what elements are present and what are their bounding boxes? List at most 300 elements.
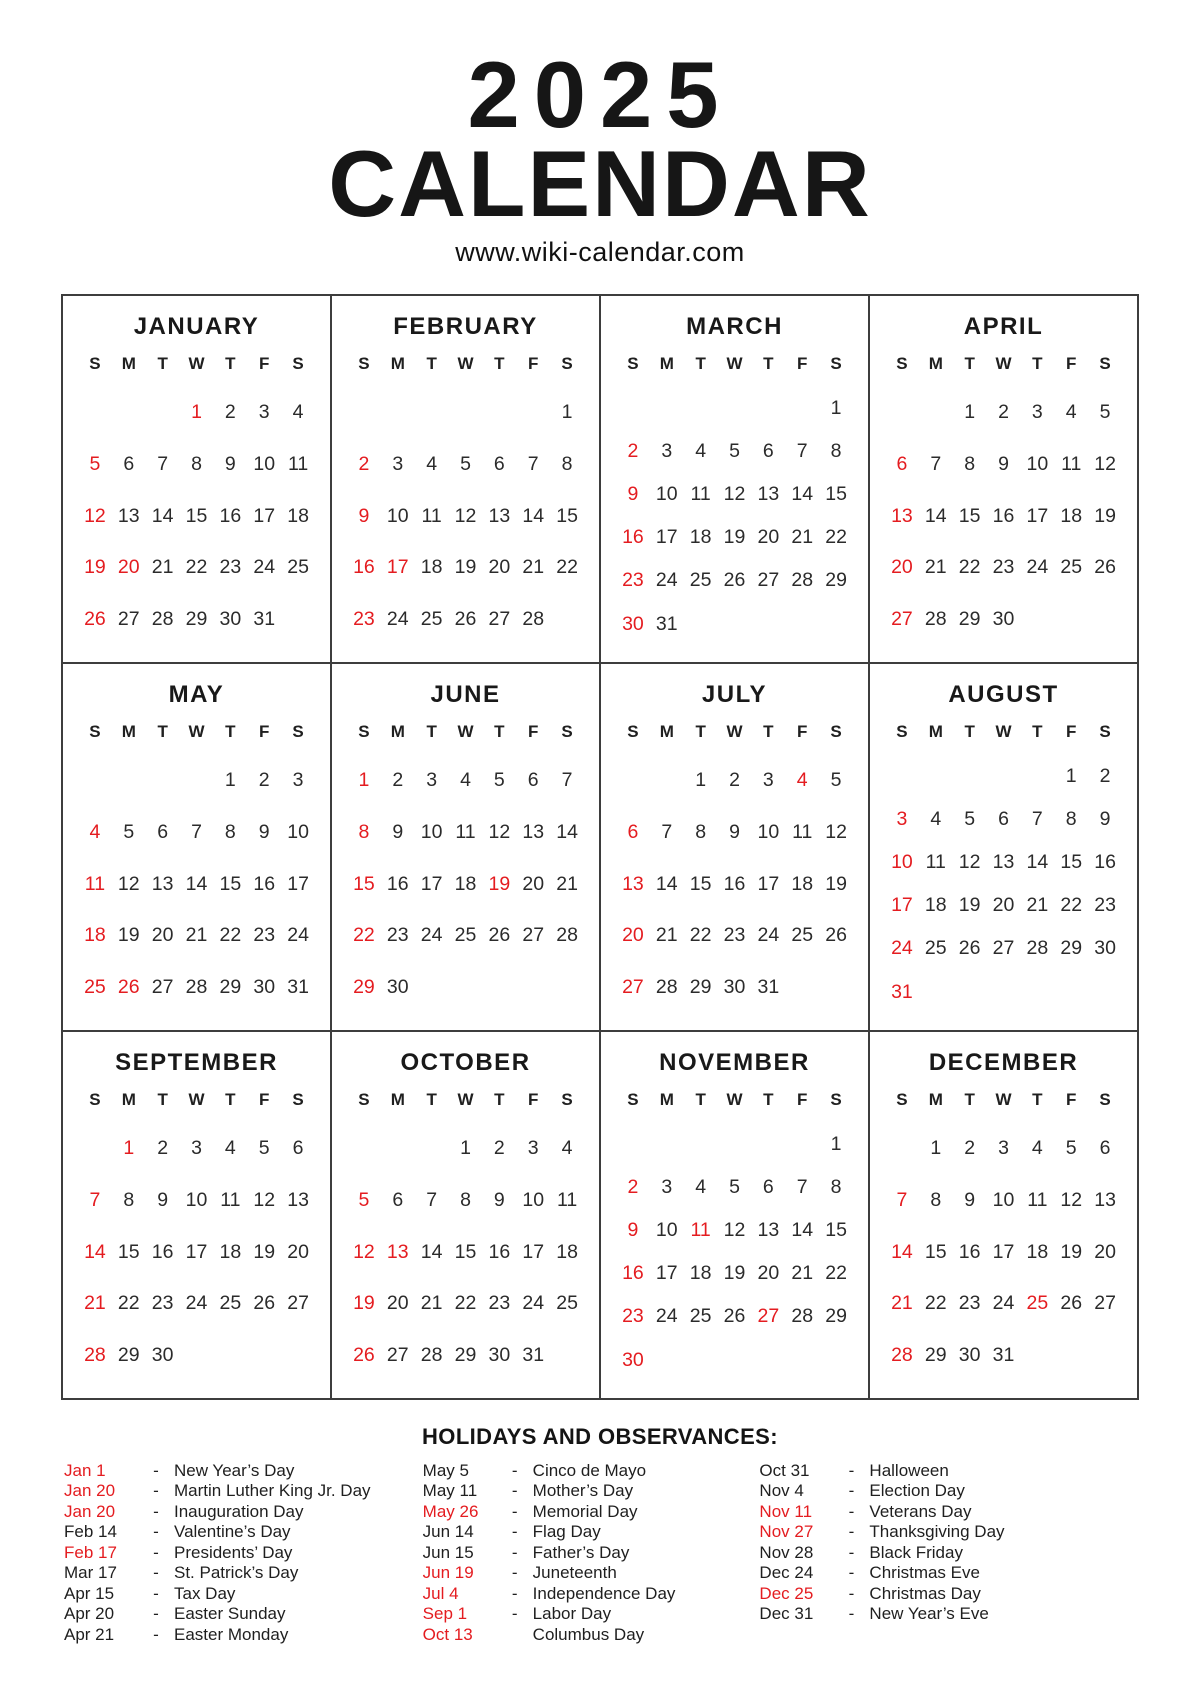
day-cell [1088, 1330, 1122, 1382]
day-cell: 16 [151, 1240, 174, 1263]
day-cell: 25 [791, 924, 814, 947]
day-cell: 11 [556, 1188, 578, 1211]
day-cell: 6 [392, 1188, 404, 1211]
holiday-date: Jan 20 [64, 1501, 116, 1521]
day-cell: 6 [1099, 1136, 1111, 1159]
day-cell [78, 1123, 112, 1175]
day-cell: 12 [723, 1219, 746, 1241]
day-cell: 27 [757, 1305, 780, 1328]
day-cell: 10 [757, 820, 780, 843]
day-cell: 3 [661, 439, 673, 462]
weekday-header: T [695, 721, 706, 741]
day-cell: 1 [123, 1136, 135, 1159]
day-cell: 1 [460, 1136, 471, 1159]
day-cell: 6 [762, 1175, 774, 1198]
day-cell: 19 [723, 526, 746, 549]
day-cell: 17 [757, 872, 780, 895]
day-cell: 17 [992, 1240, 1015, 1263]
day-cell: 14 [185, 872, 208, 895]
day-cell [785, 602, 819, 645]
holiday-date: Dec 25 [759, 1583, 814, 1603]
day-cell: 19 [958, 894, 981, 917]
weekday-header: M [928, 1089, 943, 1109]
weekday-header: T [494, 1089, 505, 1109]
day-cell: 3 [762, 768, 774, 791]
day-cell: 19 [253, 1240, 276, 1263]
holiday-item [759, 1502, 1140, 1523]
month-title: DECEMBER [928, 1048, 1079, 1076]
holiday-name: New Year’s Day [174, 1460, 295, 1480]
day-cell: 30 [622, 1348, 644, 1371]
weekday-header: S [561, 1089, 573, 1109]
day-cell: 20 [992, 894, 1015, 917]
weekday-header: T [763, 1089, 774, 1109]
day-cell: 19 [723, 1262, 746, 1285]
day-cell: 13 [622, 872, 644, 895]
day-cell [1020, 1330, 1054, 1382]
month-title: OCTOBER [400, 1048, 531, 1076]
day-cell: 21 [791, 526, 814, 549]
day-cell: 13 [992, 851, 1015, 873]
day-cell: 29 [117, 1344, 140, 1367]
weekday-header: T [964, 353, 975, 373]
day-cell: 2 [1099, 764, 1111, 787]
day-cell: 28 [151, 608, 174, 631]
day-cell: 6 [493, 452, 505, 475]
month-july [601, 664, 868, 1030]
day-cell: 18 [420, 556, 443, 579]
holiday-dash: - [153, 1583, 159, 1603]
day-cell: 3 [258, 400, 270, 423]
holiday-date: Jun 15 [422, 1542, 474, 1562]
holiday-name: Valentine’s Day [174, 1522, 291, 1542]
day-cell [281, 594, 315, 646]
day-cell: 13 [522, 820, 545, 843]
day-cell: 7 [1031, 807, 1043, 830]
day-cell: 17 [386, 556, 409, 579]
day-cell [616, 1123, 650, 1166]
day-cell: 17 [655, 526, 678, 549]
day-cell [1020, 755, 1054, 798]
holiday-name: Labor Day [532, 1604, 612, 1624]
day-cell: 26 [1060, 1292, 1083, 1315]
holiday-dash: - [511, 1604, 518, 1624]
weekday-header: F [797, 721, 808, 741]
holiday-item [759, 1563, 1140, 1584]
weekday-header: M [121, 721, 136, 741]
holiday-dash: - [848, 1460, 855, 1480]
day-cell: 28 [84, 1344, 106, 1367]
day-cell: 27 [622, 976, 644, 999]
day-cell: 5 [964, 807, 976, 830]
day-cell [650, 387, 684, 430]
day-cell: 20 [522, 872, 545, 895]
day-cell: 11 [455, 820, 476, 843]
day-cell: 17 [891, 894, 913, 917]
day-cell: 31 [287, 976, 309, 999]
day-cell: 3 [292, 768, 304, 791]
holiday-item [759, 1481, 1140, 1502]
day-cell: 9 [392, 820, 404, 843]
day-cell: 24 [522, 1292, 545, 1315]
day-cell: 1 [830, 396, 842, 419]
weekday-header: S [358, 1089, 370, 1109]
day-cell: 25 [454, 924, 477, 947]
day-cell: 26 [723, 1305, 746, 1328]
day-cell [919, 755, 953, 798]
day-cell [650, 1338, 684, 1381]
day-cell: 28 [891, 1344, 913, 1367]
day-cell [482, 962, 516, 1014]
holiday-date: Feb 17 [64, 1542, 117, 1562]
day-cell [550, 962, 584, 1014]
day-cell: 31 [253, 608, 276, 631]
weekday-header: S [89, 353, 101, 373]
holiday-date: Apr 15 [64, 1583, 115, 1603]
day-cell: 3 [392, 452, 404, 475]
day-cell: 1 [695, 768, 707, 791]
holiday-dash: - [848, 1604, 855, 1624]
day-cell: 11 [84, 872, 106, 895]
day-cell: 4 [930, 807, 942, 830]
holiday-name: Christmas Day [869, 1583, 981, 1603]
holiday-item [423, 1563, 760, 1584]
day-cell: 11 [690, 483, 711, 505]
day-cell: 3 [426, 768, 438, 791]
day-cell: 8 [830, 1175, 842, 1198]
day-cell: 5 [258, 1136, 270, 1159]
weekday-header: S [561, 353, 573, 373]
holiday-date: May 26 [422, 1501, 479, 1521]
day-cell: 2 [729, 768, 740, 791]
weekday-header: F [259, 353, 270, 373]
day-cell: 21 [151, 556, 174, 579]
holiday-name: Election Day [869, 1481, 965, 1501]
day-cell: 22 [219, 924, 242, 947]
day-cell: 3 [1031, 400, 1043, 423]
day-cell [516, 387, 550, 439]
day-cell [381, 387, 415, 439]
weekday-header: W [457, 353, 474, 373]
day-cell: 27 [488, 608, 511, 631]
weekday-header: S [358, 721, 370, 741]
day-cell: 5 [123, 820, 135, 843]
day-cell: 24 [992, 1292, 1015, 1315]
day-cell: 29 [454, 1344, 477, 1367]
weekday-header: S [292, 721, 304, 741]
day-cell: 31 [522, 1344, 545, 1367]
day-cell: 13 [287, 1188, 309, 1211]
day-cell: 20 [151, 924, 174, 947]
day-cell [1088, 594, 1122, 646]
day-cell [718, 387, 752, 430]
holiday-name: Father’s Day [532, 1542, 630, 1562]
holiday-dash: - [511, 1501, 518, 1521]
weekday-header: F [259, 721, 270, 741]
weekday-header: T [157, 721, 168, 741]
day-cell: 4 [1031, 1136, 1043, 1159]
weekday-header: T [157, 353, 168, 373]
day-cell [381, 1123, 415, 1175]
holiday-date: Apr 20 [64, 1604, 115, 1624]
holiday-item [759, 1522, 1140, 1543]
month-november [601, 1032, 868, 1398]
day-cell: 21 [84, 1292, 106, 1315]
day-cell: 14 [1026, 851, 1049, 873]
day-cell: 18 [791, 872, 814, 895]
day-cell: 4 [561, 1136, 573, 1159]
day-cell: 8 [830, 439, 842, 462]
day-cell: 20 [622, 924, 644, 947]
month-title: NOVEMBER [659, 1048, 810, 1076]
day-cell: 19 [117, 924, 140, 947]
weekday-header: F [1066, 721, 1077, 741]
day-cell: 22 [689, 924, 712, 947]
day-cell: 4 [460, 768, 471, 791]
day-cell: 11 [1061, 452, 1082, 475]
holiday-item [759, 1584, 1140, 1605]
day-cell: 20 [757, 1262, 780, 1285]
holiday-item [423, 1625, 760, 1646]
holiday-dash: - [153, 1624, 159, 1644]
day-cell: 15 [825, 483, 847, 505]
day-cell: 1 [358, 768, 370, 791]
day-cell: 16 [622, 1262, 644, 1285]
day-cell: 29 [689, 976, 712, 999]
weekday-header: M [659, 353, 674, 373]
weekday-header: T [225, 721, 236, 741]
day-cell: 22 [556, 556, 578, 579]
day-cell: 18 [1026, 1240, 1049, 1263]
month-table [63, 341, 330, 662]
day-cell: 31 [891, 980, 913, 1003]
day-cell: 22 [117, 1292, 140, 1315]
day-cell [112, 755, 146, 807]
day-cell: 18 [454, 872, 477, 895]
day-cell: 30 [992, 608, 1015, 631]
holiday-name: Veterans Day [869, 1501, 972, 1521]
day-cell: 18 [689, 526, 712, 549]
holiday-dash: - [153, 1563, 159, 1583]
holiday-item [423, 1461, 760, 1482]
day-cell: 28 [420, 1344, 443, 1367]
holiday-item [64, 1584, 423, 1605]
month-title: MAY [168, 680, 225, 708]
month-table [601, 1077, 868, 1398]
holiday-dash: - [511, 1542, 518, 1562]
day-cell: 15 [454, 1240, 477, 1263]
weekday-header: F [259, 1089, 270, 1109]
month-march [601, 296, 868, 662]
day-cell: 25 [1026, 1292, 1049, 1315]
day-cell: 10 [287, 820, 309, 843]
day-cell [449, 962, 483, 1014]
weekday-header: W [188, 353, 205, 373]
day-cell: 24 [655, 569, 678, 592]
day-cell: 7 [157, 452, 169, 475]
day-cell: 25 [924, 937, 947, 960]
day-cell [616, 755, 650, 807]
day-cell: 25 [287, 556, 309, 579]
day-cell: 18 [924, 894, 947, 917]
day-cell [718, 1338, 752, 1381]
day-cell: 23 [253, 924, 276, 947]
day-cell: 21 [791, 1262, 814, 1285]
day-cell: 10 [522, 1188, 545, 1211]
day-cell: 1 [1065, 764, 1077, 787]
weekday-header: S [830, 353, 842, 373]
day-cell: 10 [992, 1188, 1015, 1211]
holiday-item [64, 1522, 423, 1543]
day-cell: 15 [825, 1219, 847, 1241]
weekday-header: T [695, 1089, 706, 1109]
day-cell: 15 [219, 872, 242, 895]
day-cell: 13 [757, 483, 780, 505]
site-url: www.wiki-calendar.com [455, 236, 745, 267]
day-cell [819, 962, 853, 1014]
day-cell: 4 [1065, 400, 1077, 423]
holiday-item [759, 1461, 1140, 1482]
day-cell: 26 [253, 1292, 276, 1315]
day-cell: 29 [1060, 937, 1083, 960]
day-cell [78, 755, 112, 807]
holiday-dash: - [511, 1583, 518, 1603]
day-cell: 20 [287, 1240, 309, 1263]
holiday-date: Jan 20 [64, 1481, 116, 1501]
day-cell: 29 [958, 608, 981, 631]
day-cell: 18 [287, 504, 309, 527]
day-cell: 14 [891, 1240, 913, 1263]
day-cell: 21 [185, 924, 208, 947]
day-cell: 6 [292, 1136, 304, 1159]
day-cell: 2 [358, 452, 370, 475]
day-cell: 26 [1094, 556, 1116, 579]
holiday-dash: - [848, 1542, 855, 1562]
day-cell: 3 [661, 1175, 673, 1198]
day-cell: 19 [1094, 504, 1116, 527]
day-cell [785, 962, 819, 1014]
day-cell [616, 387, 650, 430]
holiday-dash: - [511, 1563, 518, 1583]
holiday-item [423, 1481, 760, 1502]
day-cell: 30 [488, 1344, 511, 1367]
month-title: APRIL [963, 312, 1044, 340]
day-cell: 27 [992, 937, 1015, 960]
day-cell: 7 [896, 1188, 908, 1211]
weekday-header: W [995, 721, 1012, 741]
weekday-header: W [726, 721, 743, 741]
day-cell: 17 [185, 1240, 208, 1263]
holiday-date: Oct 13 [422, 1624, 473, 1644]
day-cell: 22 [454, 1292, 477, 1315]
day-cell: 7 [426, 1188, 438, 1211]
day-cell: 14 [522, 504, 545, 527]
day-cell: 26 [723, 569, 746, 592]
day-cell [146, 387, 180, 439]
holiday-dash: - [848, 1583, 855, 1603]
month-december [870, 1032, 1137, 1398]
day-cell: 4 [796, 768, 808, 791]
day-cell [785, 1338, 819, 1381]
day-cell: 24 [757, 924, 780, 947]
day-cell [751, 602, 785, 645]
day-cell: 23 [386, 924, 409, 947]
holiday-name: Christmas Eve [869, 1563, 980, 1583]
holiday-date: Dec 31 [759, 1604, 814, 1624]
day-cell: 18 [84, 924, 106, 947]
day-cell: 21 [891, 1292, 913, 1315]
day-cell: 22 [185, 556, 208, 579]
day-cell: 29 [825, 569, 847, 592]
weekday-header: M [659, 1089, 674, 1109]
weekday-header: M [390, 353, 405, 373]
day-cell: 25 [689, 1305, 712, 1328]
day-cell: 26 [117, 976, 140, 999]
day-cell: 16 [253, 872, 276, 895]
day-cell: 8 [561, 452, 573, 475]
day-cell [415, 387, 449, 439]
day-cell: 27 [757, 569, 780, 592]
holiday-item [423, 1502, 760, 1523]
month-title: AUGUST [948, 680, 1059, 708]
day-cell: 6 [627, 820, 639, 843]
day-cell: 3 [191, 1136, 202, 1159]
day-cell: 19 [84, 556, 106, 579]
day-cell: 23 [1094, 894, 1116, 917]
day-cell: 6 [527, 768, 539, 791]
holiday-item [423, 1543, 760, 1564]
day-cell: 17 [522, 1240, 545, 1263]
day-cell: 29 [825, 1305, 847, 1328]
day-cell: 12 [353, 1240, 375, 1263]
weekday-header: T [964, 721, 975, 741]
holiday-item [759, 1543, 1140, 1564]
holiday-name: Juneteenth [532, 1563, 617, 1583]
weekday-header: S [89, 721, 101, 741]
day-cell: 6 [762, 439, 774, 462]
day-cell: 18 [689, 1262, 712, 1285]
day-cell: 1 [930, 1136, 942, 1159]
month-table [63, 709, 330, 1030]
day-cell: 9 [157, 1188, 169, 1211]
day-cell: 10 [655, 483, 678, 505]
day-cell: 5 [729, 1175, 740, 1198]
day-cell: 21 [655, 924, 678, 947]
day-cell: 25 [420, 608, 443, 631]
day-cell: 28 [522, 608, 545, 631]
month-table [870, 709, 1137, 1030]
day-cell: 20 [386, 1292, 409, 1315]
day-cell: 22 [825, 526, 847, 549]
weekday-header: W [995, 1089, 1012, 1109]
day-cell: 15 [1060, 851, 1083, 873]
day-cell [449, 387, 483, 439]
holiday-date: Dec 24 [759, 1563, 814, 1583]
day-cell: 13 [386, 1240, 409, 1263]
day-cell: 26 [958, 937, 981, 960]
weekday-header: T [426, 1089, 437, 1109]
day-cell: 4 [695, 439, 707, 462]
day-cell [650, 755, 684, 807]
day-cell: 25 [1060, 556, 1083, 579]
day-cell: 2 [627, 439, 639, 462]
holiday-dash: - [153, 1460, 159, 1480]
holiday-name: Black Friday [869, 1542, 963, 1562]
day-cell: 4 [695, 1175, 707, 1198]
day-cell [684, 602, 718, 645]
day-cell: 8 [460, 1188, 471, 1211]
day-cell: 19 [825, 872, 847, 895]
